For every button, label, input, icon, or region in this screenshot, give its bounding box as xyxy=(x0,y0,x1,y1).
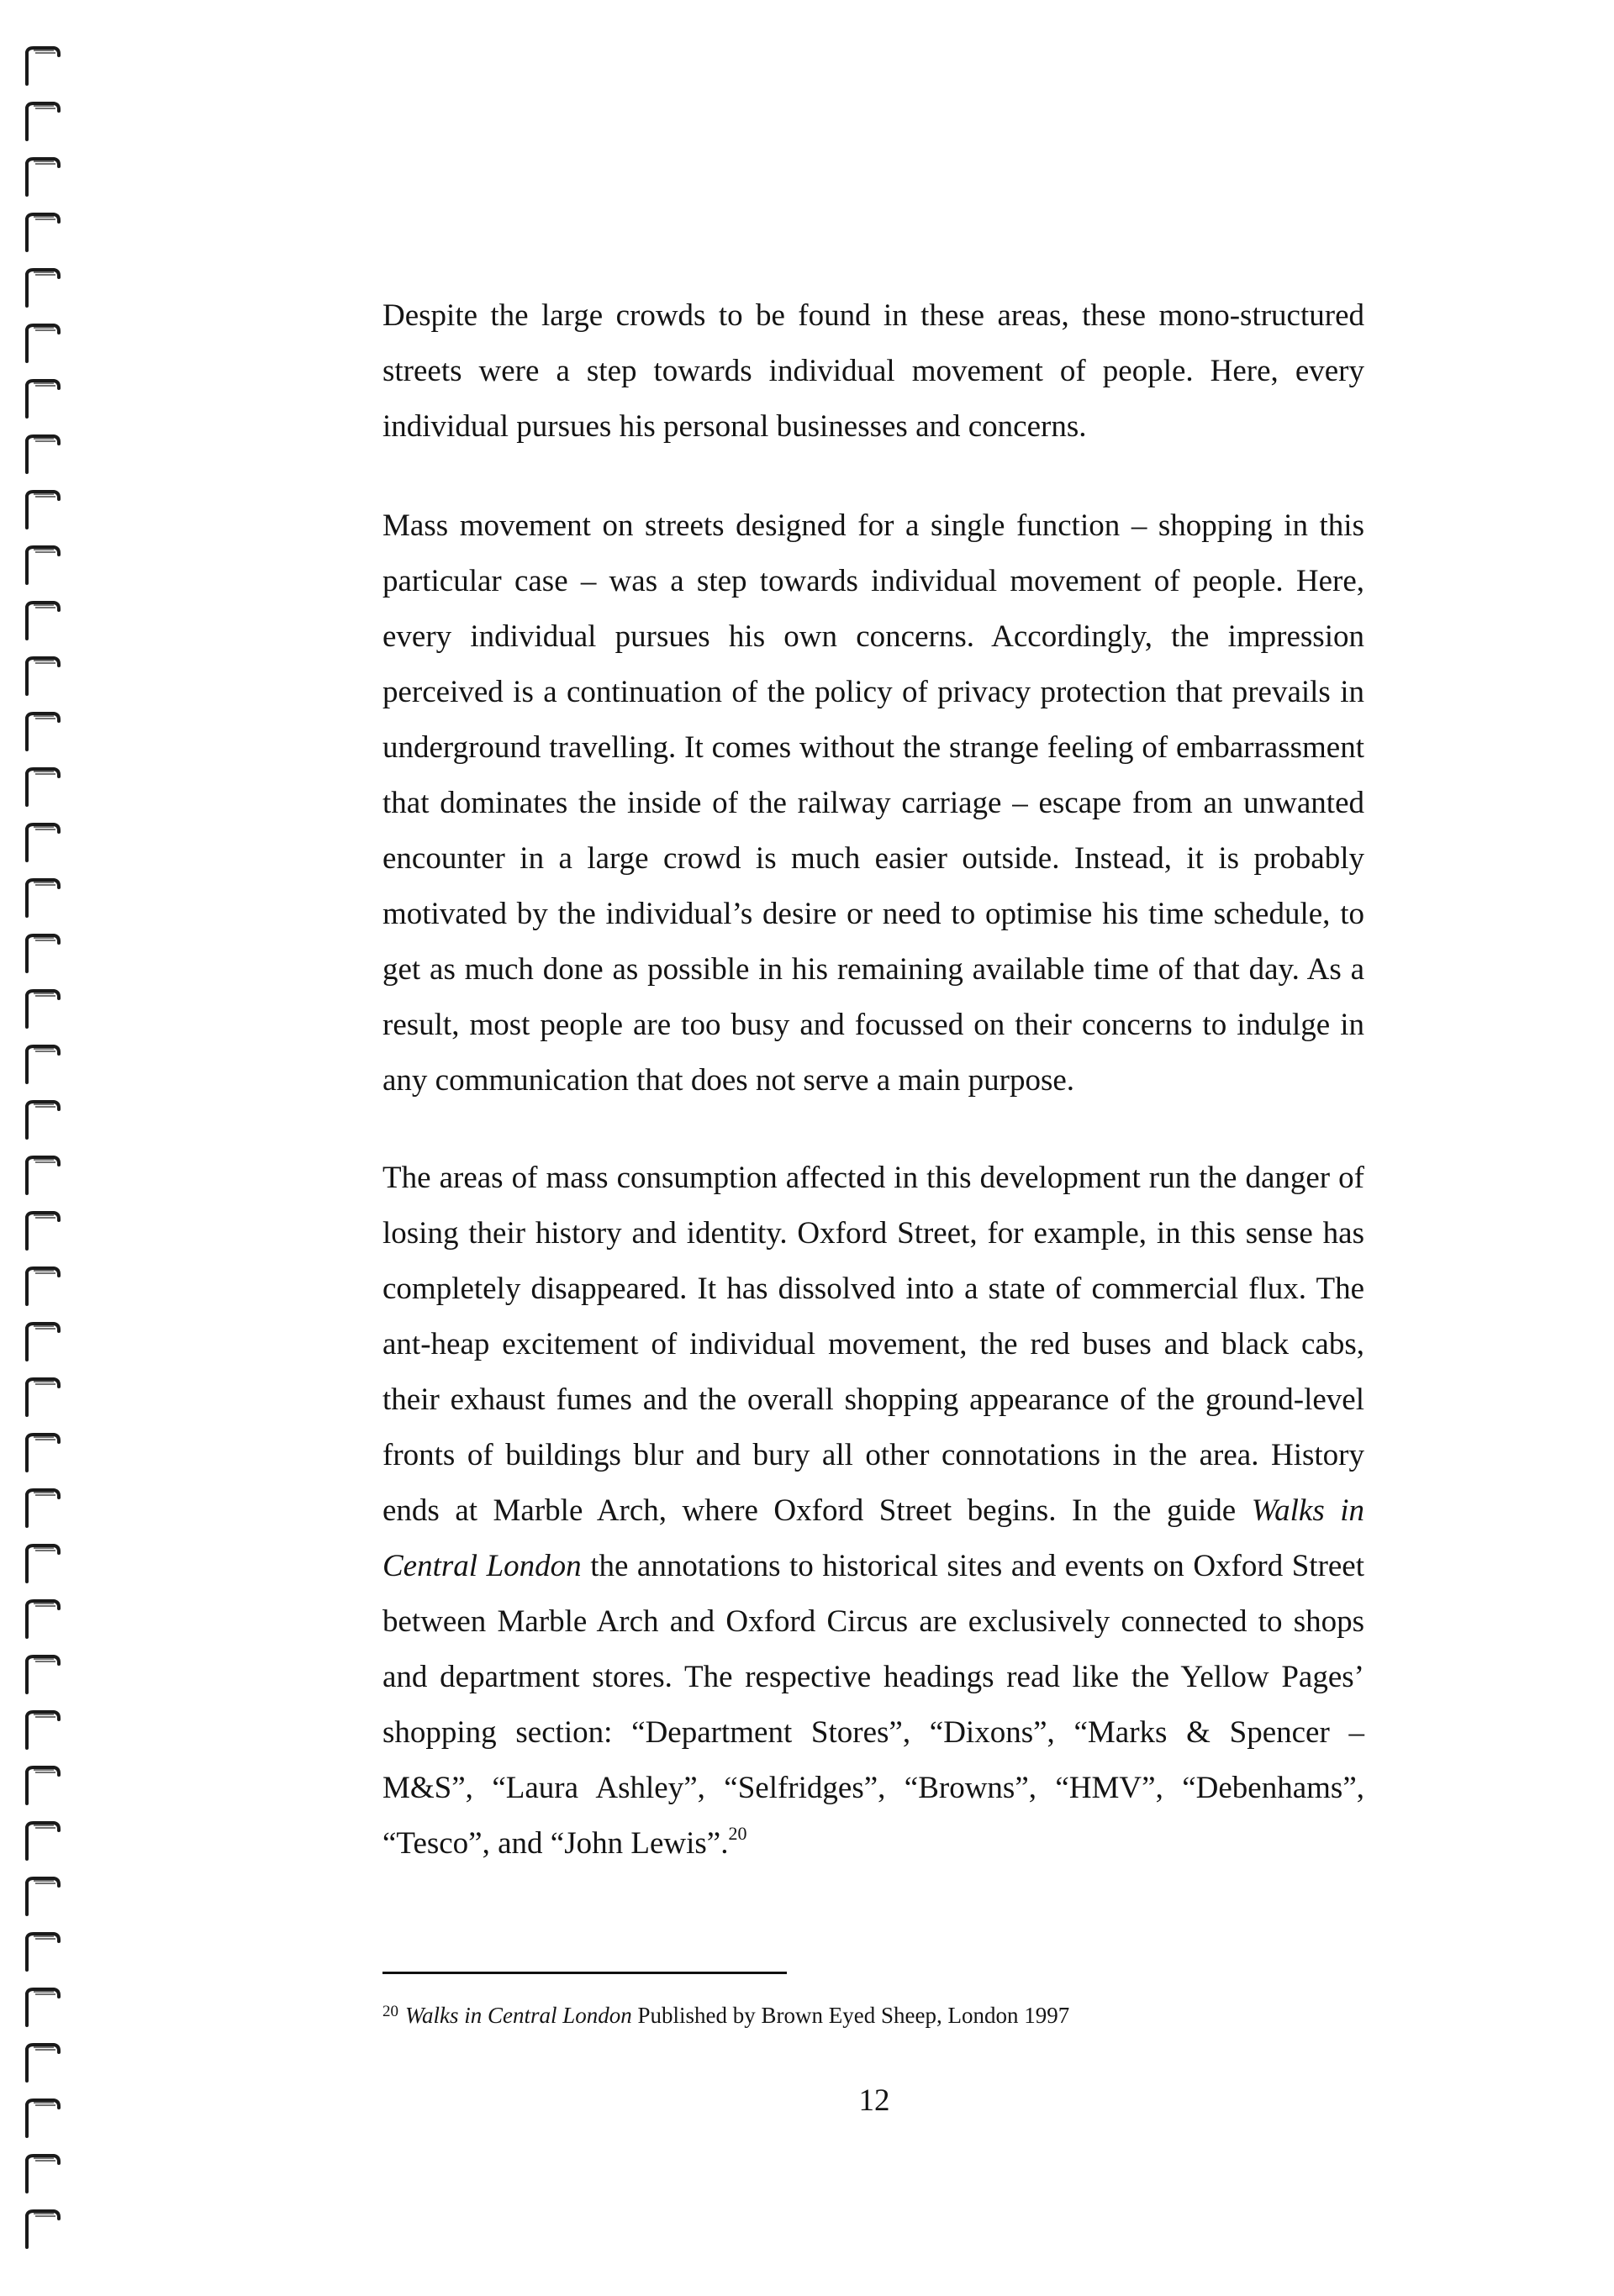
paragraph-3-text-b: the annotations to historical sites and events on Oxford Street between Marble Arch and Oxford Circus are exclusively connected to shops and department stores. The respective headings read like the Yellow Pages’ shopping section: “Department Stores”, “Dixons”, “Marks & Spencer – M&S”, “Laura Ashley”, “Selfridges”, “Browns”, “HMV”, “Debenhams”, “Tesco”, and “John Lewis”. xyxy=(382,1549,1365,1861)
binding-mark xyxy=(17,377,67,422)
binding-mark xyxy=(17,266,67,311)
binding-mark xyxy=(17,765,67,810)
binding-mark xyxy=(17,1430,67,1476)
binding-mark xyxy=(17,931,67,977)
footnote-title: Walks in Central London xyxy=(405,2003,632,2028)
paragraph-2 xyxy=(382,498,1364,1109)
binding-mark xyxy=(17,1597,67,1642)
binding-mark xyxy=(17,2207,67,2252)
binding-mark xyxy=(17,1486,67,1531)
footnote-divider xyxy=(382,1972,787,1974)
binding-mark xyxy=(17,44,67,89)
paragraph-2-text: Mass movement on streets designed for a single function – shopping in this particular case – was a step towards individual movement of people. Here, every individual pursues his own concerns. Accordingly, the impression perceived is a continuation of the policy of privacy protection that prevails in underground travelling. It comes without the strange feeling of embarrassment that dominates the inside of the railway carriage – escape from an unwanted encounter in a large crowd is much easier outside. Instead, it is probably motivated by the individual’s desire or need to optimise his time schedule, to get as much done as possible in his remaining available time of that day. As a result, most people are too busy and focussed on their concerns to indulge in any communication that does not serve a main purpose. xyxy=(382,508,1364,1098)
binding-mark xyxy=(17,99,67,145)
paragraph-3-text-a: The areas of mass consumption affected in this development run the danger of losing their history and identity. Oxford Street, for example, in this sense has completely disappeared. It has dissolved into a state of commercial flux. The ant-heap excitement of individual movement, the red buses and black cabs, their exhaust fumes and the overall shopping appearance of the ground-level fronts of buildings blur and bury all other connotations in the area. History ends at Marble Arch, where Oxford Street begins. In the guide xyxy=(382,1161,1364,1528)
binding-mark xyxy=(17,2041,67,2086)
binding-mark xyxy=(17,1209,67,1254)
binding-mark xyxy=(17,876,67,921)
binding-mark xyxy=(17,709,67,755)
binding-mark xyxy=(17,1708,67,1753)
book-title: Walks in Central London xyxy=(382,1493,1364,1583)
binding-mark xyxy=(17,820,67,866)
binding-mark xyxy=(17,1319,67,1365)
binding-mark xyxy=(17,987,67,1032)
binding-mark xyxy=(17,598,67,644)
footnote-number: 20 xyxy=(382,2003,398,2020)
footnote-text: Published by Brown Eyed Sheep, London 1997 xyxy=(631,2003,1070,2028)
footnote-reference[interactable]: 20 xyxy=(728,1823,747,1844)
binding-mark xyxy=(17,1930,67,1975)
binding-mark xyxy=(17,654,67,699)
binding-mark xyxy=(17,2151,67,2197)
paragraph-1 xyxy=(382,288,1364,455)
binding-margin xyxy=(17,44,67,2262)
binding-mark xyxy=(17,1375,67,1420)
binding-mark xyxy=(17,321,67,366)
paragraph-3-text xyxy=(382,1151,1364,1872)
paragraph-1-text: Despite the large crowds to be found in these areas, these mono-structured streets were a step towards individual movement of people. Here, every individual pursues his personal businesses and concerns. xyxy=(382,298,1364,444)
binding-mark xyxy=(17,1541,67,1587)
paragraph-3 xyxy=(382,1151,1364,1872)
binding-mark xyxy=(17,432,67,477)
binding-mark xyxy=(17,1819,67,1864)
binding-mark xyxy=(17,1874,67,1919)
binding-mark xyxy=(17,487,67,533)
binding-mark xyxy=(17,1098,67,1143)
binding-mark xyxy=(17,155,67,200)
binding-mark xyxy=(17,1153,67,1198)
binding-mark xyxy=(17,1652,67,1698)
binding-mark xyxy=(17,1985,67,2030)
binding-mark xyxy=(17,210,67,255)
binding-mark xyxy=(17,1264,67,1309)
binding-mark xyxy=(17,1763,67,1809)
binding-mark xyxy=(17,543,67,588)
footnote xyxy=(382,1998,1307,2035)
binding-mark xyxy=(17,1042,67,1087)
page-number: 12 xyxy=(858,2083,890,2118)
